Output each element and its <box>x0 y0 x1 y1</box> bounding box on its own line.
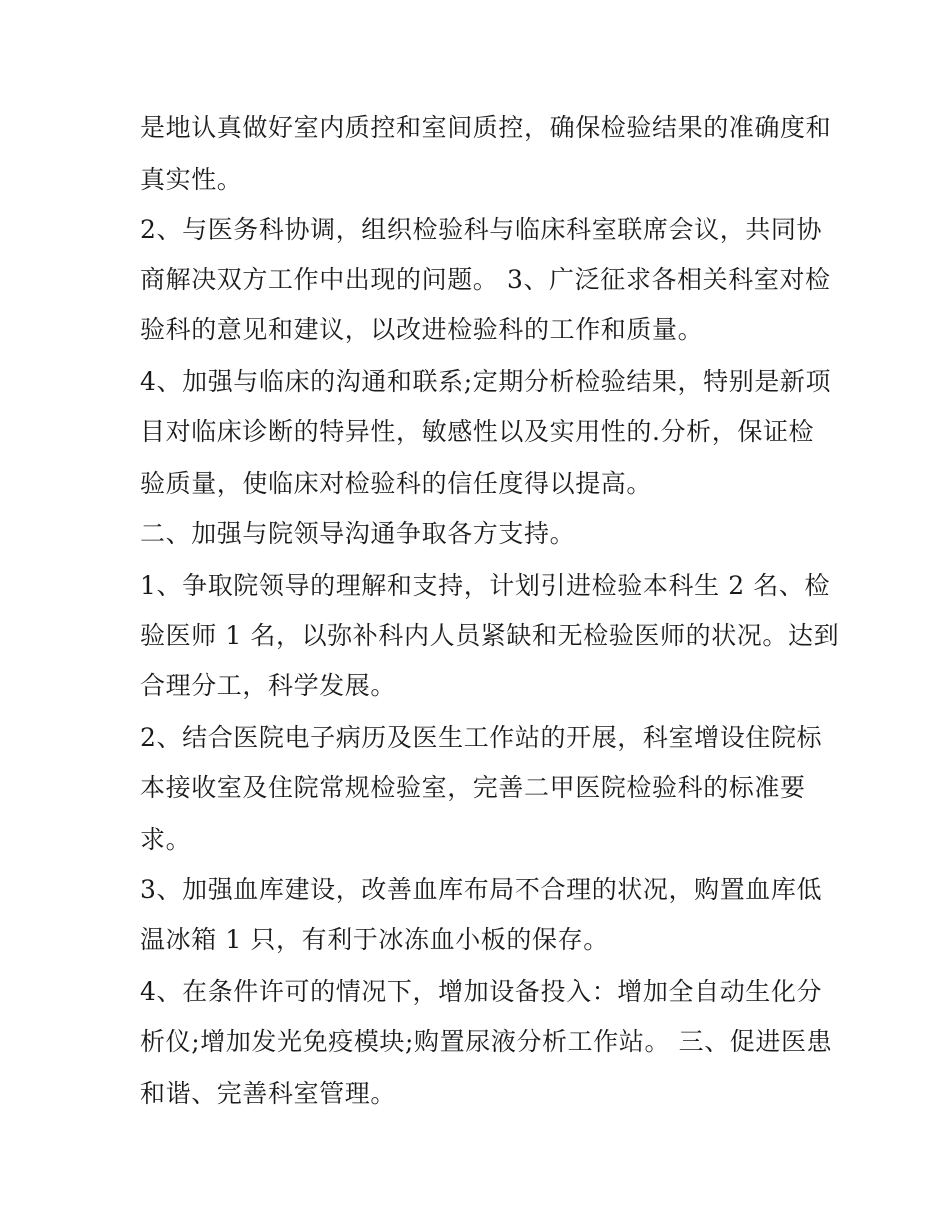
text-line: 2、与医务科协调，组织检验科与临床科室联席会议，共同协 <box>140 215 823 244</box>
text-line: 真实性。 <box>140 165 243 194</box>
text-line: 是地认真做好室内质控和室间质控，确保检验结果的准确度和 <box>140 113 832 142</box>
text-line: 合理分工，科学发展。 <box>140 671 397 700</box>
text-line: 验质量，使临床对检验科的信任度得以提高。 <box>140 469 653 498</box>
text-line: 商解决双方工作中出现的问题。 3、广泛征求各相关科室对检 <box>140 265 831 294</box>
text-line: 和谐、完善科室管理。 <box>140 1079 397 1108</box>
text-line: 3、加强血库建设，改善血库布局不合理的状况，购置血库低 <box>140 875 823 904</box>
text-line: 4、在条件许可的情况下，增加设备投入：增加全自动生化分 <box>140 977 823 1006</box>
text-line: 本接收室及住院常规检验室，完善二甲医院检验科的标准要 <box>140 773 806 802</box>
text-line: 4、加强与临床的沟通和联系;定期分析检验结果，特别是新项 <box>140 367 832 396</box>
text-line: 求。 <box>140 825 192 854</box>
text-line: 目对临床诊断的特异性，敏感性以及实用性的.分析，保证检 <box>140 417 815 446</box>
text-line: 析仪;增加发光免疫模块;购置尿液分析工作站。 三、促进医患 <box>140 1027 833 1056</box>
text-line: 2、结合医院电子病历及医生工作站的开展，科室增设住院标 <box>140 723 823 752</box>
section-heading: 二、加强与院领导沟通争取各方支持。 <box>140 519 576 548</box>
text-line: 验医师 1 名，以弥补科内人员紧缺和无检验医师的状况。达到 <box>140 621 840 650</box>
text-line: 1、争取院领导的理解和支持，计划引进检验本科生 2 名、检 <box>140 571 831 600</box>
text-line: 验科的意见和建议，以改进检验科的工作和质量。 <box>140 315 704 344</box>
text-line: 温冰箱 1 只，有利于冰冻血小板的保存。 <box>140 925 609 954</box>
